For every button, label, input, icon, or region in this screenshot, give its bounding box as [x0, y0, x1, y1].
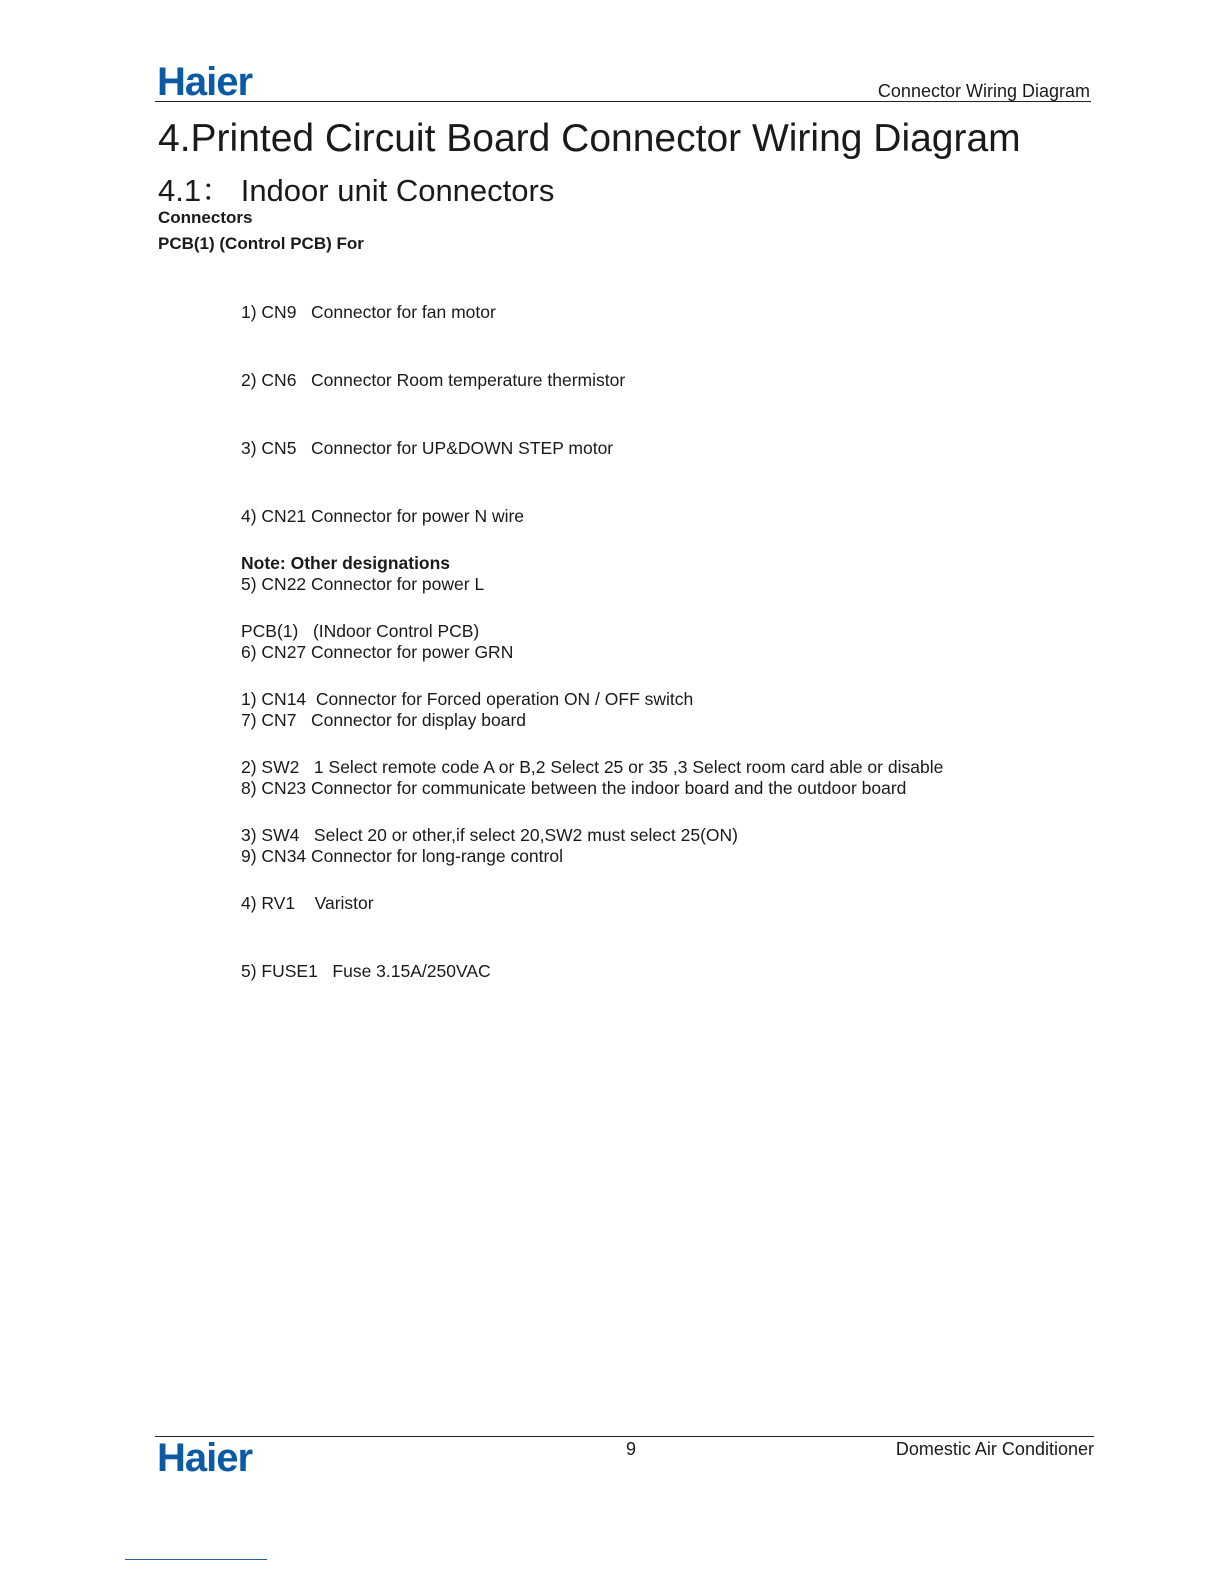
footer-divider — [155, 1436, 1094, 1437]
list-item: 6) CN27 Connector for power GRN — [241, 642, 514, 662]
list-item: 7) CN7 Connector for display board — [241, 710, 526, 730]
header-title: Connector Wiring Diagram — [877, 81, 1090, 101]
note-title: Note: Other designations — [241, 553, 451, 573]
footer-title: Domestic Air Conditioner — [895, 1439, 1094, 1459]
list-item: 2) SW2 1 Select remote code A or B,2 Select 25 or 35 ,3 Select room card able or disable — [241, 757, 944, 777]
list-item: 3) SW4 Select 20 or other,if select 20,SW2 must select 25(ON) — [241, 825, 738, 845]
list-item: 4) CN21 Connector for power N wire — [241, 506, 525, 526]
list-item: 3) CN5 Connector for UP&DOWN STEP motor — [241, 438, 614, 458]
list-item: 4) RV1 Varistor — [241, 893, 374, 913]
brand-logo: Haier — [157, 60, 253, 104]
list-item: 5) CN22 Connector for power L — [241, 574, 485, 594]
note-pcb: PCB(1) (INdoor Control PCB) — [241, 621, 480, 641]
list-item: 9) CN34 Connector for long-range control — [241, 846, 563, 866]
footer-logo: Haier — [157, 1436, 253, 1480]
list-item: 5) FUSE1 Fuse 3.15A/250VAC — [241, 961, 491, 981]
note-section — [241, 508, 943, 1005]
section-heading: 4.1： Indoor unit Connectors — [158, 173, 555, 208]
header-divider — [155, 101, 1091, 102]
connectors-label: Connectors — [158, 208, 253, 227]
page-title: 4.Printed Circuit Board Connector Wiring Diagram — [158, 117, 1021, 160]
page-number: 9 — [626, 1439, 637, 1459]
list-item: 2) CN6 Connector Room temperature thermistor — [241, 370, 626, 390]
footnote-rule — [125, 1559, 267, 1560]
list-item: 1) CN14 Connector for Forced operation ON / OFF switch — [241, 689, 694, 709]
list-item: 8) CN23 Connector for communicate between the indoor board and the outdoor board — [241, 778, 907, 798]
list-item: 1) CN9 Connector for fan motor — [241, 302, 496, 322]
pcb-label: PCB(1) (Control PCB) For — [158, 234, 364, 253]
